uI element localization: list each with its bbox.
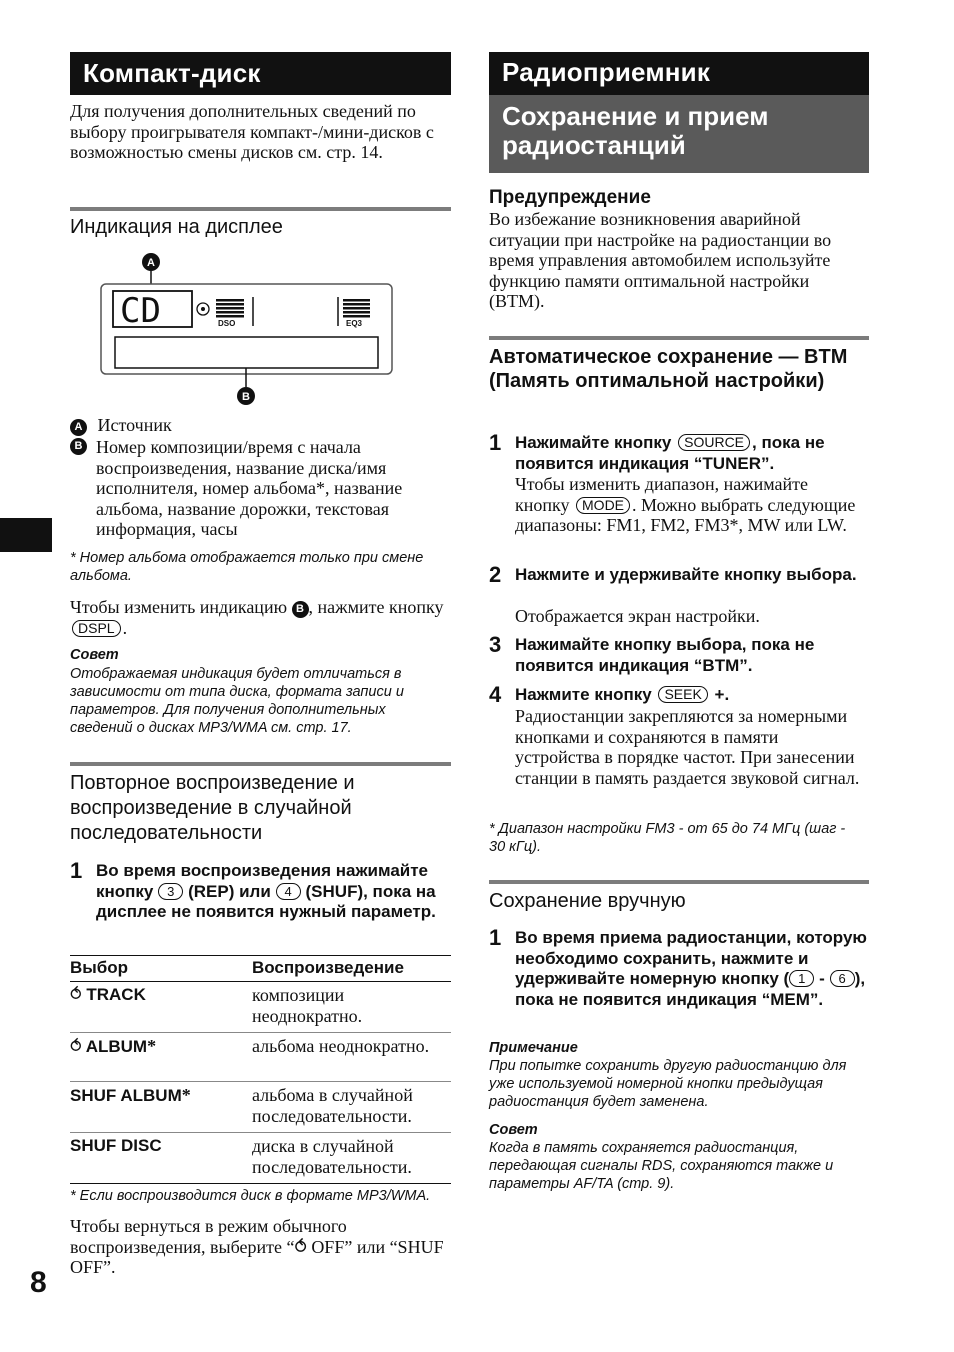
tip-title-left: Совет — [70, 647, 119, 663]
return-post: OFF” или “SHUF OFF”. — [70, 1236, 444, 1277]
table-header-play: Воспроизведение — [252, 958, 404, 977]
legend-item-a — [70, 415, 455, 436]
step1-part1: Во время воспроизведения нажимайте кнопку — [96, 861, 428, 901]
btm-step-3: Нажимайте кнопку выбора, пока не появится индикация “BTM”. — [515, 635, 815, 675]
seek-button[interactable]: SEEK — [658, 686, 707, 703]
row-select: ALBUM — [85, 1037, 148, 1056]
change-display-instruction — [70, 597, 455, 639]
mode-table — [70, 955, 451, 1184]
btm-step-1-text — [515, 474, 865, 536]
change-display-mid: , нажмите кнопку — [308, 597, 444, 617]
side-tab — [0, 518, 52, 552]
btm-step-4-text: Радиостанции закрепляются за номерными кнопками и сохраняются в памяти устройства в порядке частот. При занесении станции в память раздается звуковой сигнал. — [515, 706, 860, 788]
tip-title-right: Совет — [489, 1122, 538, 1138]
step1-part2: (REP) или — [188, 881, 271, 901]
repeat-icon: ⥀ — [294, 1236, 307, 1257]
dspl-button[interactable]: DSPL — [72, 620, 121, 637]
row-desc: альбома неоднократно. — [252, 1036, 430, 1056]
divider — [70, 762, 451, 766]
step-number: 1 — [70, 858, 83, 883]
mode-button[interactable]: MODE — [576, 497, 630, 514]
step-bold: , пока не появится индикация “TUNER”. — [515, 433, 825, 473]
note-title: Примечание — [489, 1040, 578, 1056]
text-line-area — [115, 337, 378, 368]
tip-text-right: Когда в память сохраняется радиостанция, передающая сигналы RDS, сохраняются также и параметры AF/TA (стр. 9). — [489, 1140, 834, 1192]
badge-b: B — [70, 438, 87, 455]
change-display-post: . — [122, 618, 128, 638]
eq3-label: EQ3 — [346, 319, 363, 328]
table-row — [70, 1133, 451, 1184]
key-1-button[interactable]: 1 — [789, 970, 814, 987]
change-display-pre: Чтобы изменить индикацию — [70, 597, 288, 617]
step-number: 3 — [489, 632, 502, 657]
row-desc: диска в случайной последовательности. — [252, 1136, 412, 1177]
row-desc: альбома в случайной последовательности. — [252, 1085, 413, 1126]
manual-step-1 — [515, 928, 867, 1010]
tip-text-left: Отображаемая индикация будет отличаться в зависимости от типа диска, формата записи и параметров. Для получения дополнительных сведений о дисках MP3/WMA см. стр. 17. — [70, 666, 404, 736]
step-bold: ), пока не появится индикация “MEM”. — [515, 969, 866, 1009]
badge-a: A — [70, 419, 87, 436]
step-bold: - — [814, 969, 830, 988]
warning-text: Во избежание возникновения аварийной ситуации при настройке на радиостанции во время управления автомобилем используйте функцию памяти оптимальной настройки (BTM). — [489, 209, 832, 311]
btm-step-4 — [515, 685, 865, 706]
table-row — [70, 1082, 451, 1133]
note-text: При попытке сохранить другую радиостанцию для уже используемой номерной кнопки предыдущая радиостанция будет заменена. — [489, 1058, 847, 1110]
step-bold: Нажмите кнопку — [515, 685, 652, 704]
step-number: 1 — [489, 430, 502, 455]
repeat-step-1 — [96, 861, 446, 923]
step1-part3: (SHUF), пока на дисплее не появится нужный параметр. — [96, 881, 436, 921]
row-desc: композиции неоднократно. — [252, 985, 363, 1026]
legend-a-text: Источник — [97, 415, 172, 435]
callout-a-label: A — [147, 257, 155, 269]
repeat-heading: Повторное воспроизведение и воспроизведение в случайной последовательности — [70, 772, 355, 844]
return-pre: Чтобы вернуться в режим обычного воспроизведения, выберите “ — [70, 1216, 347, 1257]
key-3-button[interactable]: 3 — [158, 883, 183, 900]
table-row — [70, 1033, 451, 1082]
row-select: SHUF DISC — [70, 1136, 162, 1155]
step-number: 4 — [489, 682, 502, 707]
step-bold: Нажимайте кнопку — [515, 433, 672, 452]
divider — [70, 207, 451, 211]
repeat-icon: ⥀ — [70, 1037, 82, 1056]
row-select: TRACK — [86, 985, 146, 1004]
btm-heading: Автоматическое сохранение — BTM (Память оптимальной настройки) — [489, 346, 848, 392]
btm-step-1 — [515, 433, 865, 474]
source-button[interactable]: SOURCE — [678, 434, 750, 451]
table-header-select: Выбор — [70, 958, 129, 977]
section-subtitle: Сохранение и прием радиостанций — [489, 95, 869, 173]
table-row — [70, 982, 451, 1033]
divider — [489, 880, 869, 884]
step-bold: +. — [709, 685, 730, 704]
display-heading: Индикация на дисплее — [70, 216, 283, 238]
footnote-fm3: * Диапазон настройки FM3 - от 65 до 74 МГц (шаг - 30 кГц). — [489, 821, 846, 855]
dso-label: DSO — [218, 319, 236, 328]
callout-b-label: B — [242, 391, 250, 403]
footnote-album: * Номер альбома отображается только при смене альбома. — [70, 550, 424, 584]
repeat-icon: ⥀ — [70, 985, 82, 1004]
step-bold: Во время приема радиостанции, которую необходимо сохранить, нажмите и удерживайте номерную кнопку ( — [515, 928, 867, 988]
step-number: 2 — [489, 562, 502, 587]
row-asterisk: * — [181, 1085, 191, 1105]
btm-step-2: Нажмите и удерживайте кнопку выбора. — [515, 565, 857, 584]
section-title-cd: Компакт-диск — [70, 52, 451, 95]
row-select: SHUF ALBUM — [70, 1086, 182, 1105]
return-normal-instruction — [70, 1216, 455, 1278]
key-6-button[interactable]: 6 — [830, 970, 855, 987]
source-segment-text: CD — [120, 291, 161, 331]
step-text: . Можно выбрать следующие диапазоны: FM1, FM2, FM3*, MW или LW. — [515, 494, 856, 535]
display-illustration — [98, 250, 398, 410]
row-asterisk: * — [147, 1036, 157, 1056]
cd-intro: Для получения дополнительных сведений по выбору проигрывателя компакт-/мини-дисков с возможностью смены дисков см. стр. 14. — [70, 101, 434, 162]
page-number: 8 — [30, 1266, 47, 1299]
key-4-button[interactable]: 4 — [276, 883, 301, 900]
step-text: Чтобы изменить диапазон, нажимайте кнопку — [515, 474, 809, 515]
manual-heading: Сохранение вручную — [489, 890, 686, 912]
badge-b-inline: B — [292, 601, 309, 618]
btm-step-2-text: Отображается экран настройки. — [515, 606, 760, 626]
section-title-radio: Радиоприемник — [489, 52, 869, 95]
legend-b-text: Номер композиции/время с начала воспроизведения, название диска/имя исполнителя, номер альбома*, название альбома, название дорожки, текстовая информация, часы — [96, 437, 403, 539]
divider — [489, 336, 869, 340]
legend-item-b — [70, 437, 455, 540]
footnote-mp3: * Если воспроизводится диск в формате MP3/WMA. — [70, 1188, 431, 1204]
step-number: 1 — [489, 925, 502, 950]
warning-heading: Предупреждение — [489, 187, 651, 208]
